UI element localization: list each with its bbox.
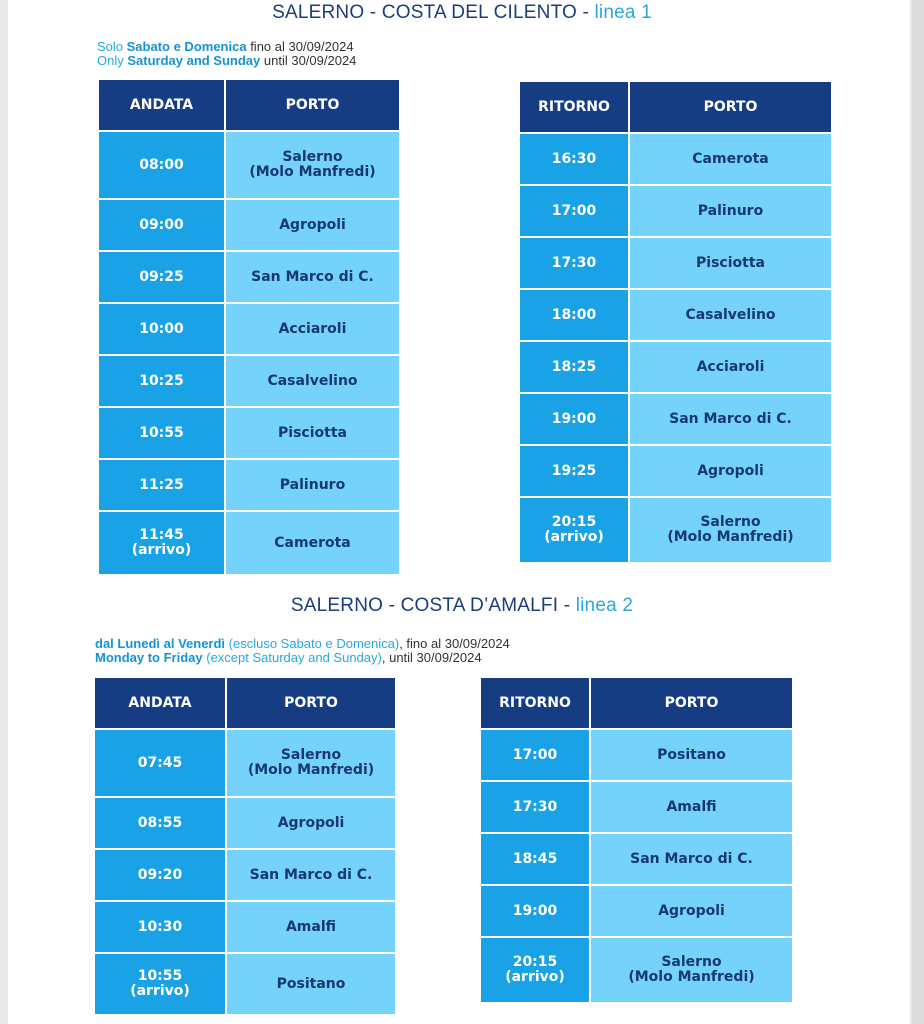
departure-time-cell: [519, 185, 629, 237]
column-header-port: PORTO: [590, 677, 793, 729]
port-cell: [226, 953, 396, 1015]
port-name: Acciaroli: [278, 320, 347, 337]
port-detail: (Molo Manfredi): [628, 969, 755, 985]
port-cell: [590, 781, 793, 833]
table-header-row: [94, 677, 396, 729]
note-until: fino al 30/09/2024: [246, 39, 354, 54]
table-row: [480, 729, 793, 781]
port-cell: [629, 237, 832, 289]
table-row: [98, 407, 400, 459]
line1-title-main: SALERNO - COSTA DEL CILENTO -: [272, 2, 595, 23]
departure-time: 10:30: [137, 918, 183, 935]
table-row: [98, 131, 400, 199]
departure-time: 10:55: [139, 424, 184, 441]
line1-title-line: linea 1: [594, 2, 652, 23]
port-name: Pisciotta: [696, 254, 765, 271]
table-row: [519, 237, 832, 289]
line2-note-en: [95, 651, 510, 665]
port-name: Casalvelino: [685, 306, 776, 323]
note-days: dal Lunedì al Venerdì: [95, 636, 226, 651]
arrival-note: (arrivo): [544, 529, 604, 545]
line1-return-table: [518, 80, 833, 564]
departure-time-cell: [519, 445, 629, 497]
table-header-row: [98, 79, 400, 131]
departure-time: 11:25: [139, 476, 184, 493]
departure-time-cell: [98, 407, 225, 459]
departure-time: 18:45: [512, 850, 558, 867]
port-cell: [629, 289, 832, 341]
departure-time: 09:20: [137, 866, 183, 883]
departure-time-cell: [480, 937, 590, 1003]
port-cell: [590, 937, 793, 1003]
departure-time-cell: [94, 849, 226, 901]
port-name: San Marco di C.: [630, 850, 753, 867]
departure-time-cell: [98, 303, 225, 355]
port-cell: [226, 849, 396, 901]
column-header-port: PORTO: [225, 79, 400, 131]
line1-note: [97, 40, 356, 68]
note-days: Sabato e Domenica: [126, 39, 247, 54]
port-cell: [226, 729, 396, 797]
port-name: Camerota: [692, 150, 769, 167]
port-name: Camerota: [274, 534, 351, 551]
port-cell: [590, 729, 793, 781]
departure-time: 08:55: [137, 814, 183, 831]
departure-time: 08:00: [139, 156, 184, 173]
port-name: Palinuro: [697, 202, 764, 219]
port-detail: (Molo Manfredi): [247, 762, 375, 778]
departure-time-cell: [480, 833, 590, 885]
table-row: [94, 729, 396, 797]
port-cell: [629, 341, 832, 393]
port-cell: [226, 901, 396, 953]
port-name: Amalfi: [285, 918, 337, 935]
table-row: [480, 885, 793, 937]
port-cell: [629, 393, 832, 445]
port-name: Salerno: [700, 514, 761, 530]
departure-time-cell: [98, 199, 225, 251]
port-name: Agropoli: [658, 902, 725, 919]
port-name: San Marco di C.: [251, 268, 374, 285]
table-row: [519, 289, 832, 341]
table-row: [480, 833, 793, 885]
departure-time-cell: [519, 289, 629, 341]
port-name: Amalfi: [666, 798, 717, 815]
departure-time-cell: [519, 393, 629, 445]
port-cell: [225, 199, 400, 251]
departure-time-cell: [480, 781, 590, 833]
line2-title-line: linea 2: [575, 595, 634, 616]
page-edge: [912, 0, 924, 1024]
table-header-row: [480, 677, 793, 729]
line2-title-main: SALERNO - COSTA D’AMALFI -: [290, 595, 576, 616]
port-cell: [225, 355, 400, 407]
departure-time: 10:55: [137, 968, 183, 984]
departure-time: 09:00: [139, 216, 184, 233]
departure-time: 18:25: [551, 358, 597, 375]
port-cell: [225, 459, 400, 511]
table-row: [94, 953, 396, 1015]
departure-time-cell: [94, 953, 226, 1015]
port-detail: (Molo Manfredi): [249, 164, 376, 180]
departure-time: 10:00: [139, 320, 184, 337]
table-row: [519, 393, 832, 445]
departure-time-cell: [519, 341, 629, 393]
port-cell: [590, 833, 793, 885]
table-row: [519, 133, 832, 185]
departure-time-cell: [98, 511, 225, 575]
departure-time: 11:45: [139, 527, 184, 543]
table-row: [519, 341, 832, 393]
port-name: Pisciotta: [278, 424, 347, 441]
departure-time: 20:15: [551, 514, 597, 530]
port-detail: (Molo Manfredi): [667, 529, 794, 545]
arrival-note: (arrivo): [130, 983, 190, 999]
table-row: [94, 849, 396, 901]
port-cell: [226, 797, 396, 849]
line1-outbound-table: [97, 78, 401, 576]
departure-time: 19:00: [551, 410, 597, 427]
departure-time-cell: [98, 459, 225, 511]
column-header-time: ANDATA: [98, 79, 225, 131]
departure-time: 10:25: [139, 372, 184, 389]
port-name: Salerno: [280, 747, 342, 763]
port-name: San Marco di C.: [249, 866, 373, 883]
arrival-note: (arrivo): [505, 969, 565, 985]
port-cell: [629, 497, 832, 563]
table-row: [98, 355, 400, 407]
departure-time: 17:30: [551, 254, 597, 271]
note-exception: (escluso Sabato e Domenica): [225, 636, 400, 651]
port-cell: [225, 251, 400, 303]
port-name: Salerno: [661, 954, 722, 970]
line1-note-en: [97, 54, 356, 68]
departure-time: 17:30: [512, 798, 558, 815]
note-until: , until 30/09/2024: [381, 650, 482, 665]
table-row: [98, 459, 400, 511]
port-cell: [225, 303, 400, 355]
note-prefix: Only: [97, 53, 128, 68]
line1-note-it: [97, 40, 356, 54]
column-header-time: RITORNO: [519, 81, 629, 133]
port-name: Agropoli: [277, 814, 345, 831]
port-name: Acciaroli: [696, 358, 765, 375]
table-header-row: [519, 81, 832, 133]
column-header-time: RITORNO: [480, 677, 590, 729]
departure-time: 09:25: [139, 268, 184, 285]
departure-time-cell: [519, 133, 629, 185]
port-name: Casalvelino: [267, 372, 358, 389]
line2-title: [0, 595, 924, 617]
port-cell: [629, 185, 832, 237]
departure-time: 17:00: [512, 746, 558, 763]
column-header-port: PORTO: [226, 677, 396, 729]
departure-time: 19:25: [551, 462, 597, 479]
port-name: Salerno: [282, 149, 343, 165]
table-row: [98, 199, 400, 251]
departure-time: 19:00: [512, 902, 558, 919]
port-cell: [225, 407, 400, 459]
departure-time-cell: [94, 901, 226, 953]
line2-note: [95, 637, 510, 665]
port-name: Agropoli: [697, 462, 764, 479]
port-name: Palinuro: [279, 476, 346, 493]
departure-time: 17:00: [551, 202, 597, 219]
table-row: [98, 511, 400, 575]
table-row: [480, 781, 793, 833]
table-row: [98, 303, 400, 355]
departure-time-cell: [480, 885, 590, 937]
note-days: Saturday and Sunday: [127, 53, 261, 68]
port-name: Agropoli: [279, 216, 346, 233]
note-until: , fino al 30/09/2024: [399, 636, 510, 651]
line2-note-it: [95, 637, 510, 651]
departure-time-cell: [98, 251, 225, 303]
port-name: San Marco di C.: [669, 410, 792, 427]
departure-time-cell: [519, 237, 629, 289]
table-row: [94, 797, 396, 849]
departure-time: 07:45: [137, 754, 183, 771]
port-name: Positano: [276, 975, 346, 992]
column-header-time: ANDATA: [94, 677, 226, 729]
departure-time: 16:30: [551, 150, 597, 167]
column-header-port: PORTO: [629, 81, 832, 133]
departure-time-cell: [480, 729, 590, 781]
port-name: Positano: [657, 746, 726, 763]
port-cell: [629, 133, 832, 185]
departure-time: 18:00: [551, 306, 597, 323]
departure-time: 20:15: [512, 954, 558, 970]
table-row: [519, 497, 832, 563]
note-exception: (except Saturday and Sunday): [202, 650, 382, 665]
departure-time-cell: [519, 497, 629, 563]
table-row: [480, 937, 793, 1003]
departure-time-cell: [94, 797, 226, 849]
table-row: [94, 901, 396, 953]
departure-time-cell: [98, 131, 225, 199]
line1-title: [0, 2, 924, 24]
table-row: [519, 185, 832, 237]
table-row: [98, 251, 400, 303]
note-until: until 30/09/2024: [260, 53, 357, 68]
line2-return-table: [479, 676, 794, 1004]
departure-time-cell: [98, 355, 225, 407]
port-cell: [590, 885, 793, 937]
port-cell: [225, 131, 400, 199]
table-row: [519, 445, 832, 497]
line2-outbound-table: [93, 676, 397, 1016]
arrival-note: (arrivo): [131, 542, 192, 558]
note-prefix: Solo: [97, 39, 127, 54]
port-cell: [629, 445, 832, 497]
port-cell: [225, 511, 400, 575]
note-days: Monday to Friday: [95, 650, 203, 665]
departure-time-cell: [94, 729, 226, 797]
